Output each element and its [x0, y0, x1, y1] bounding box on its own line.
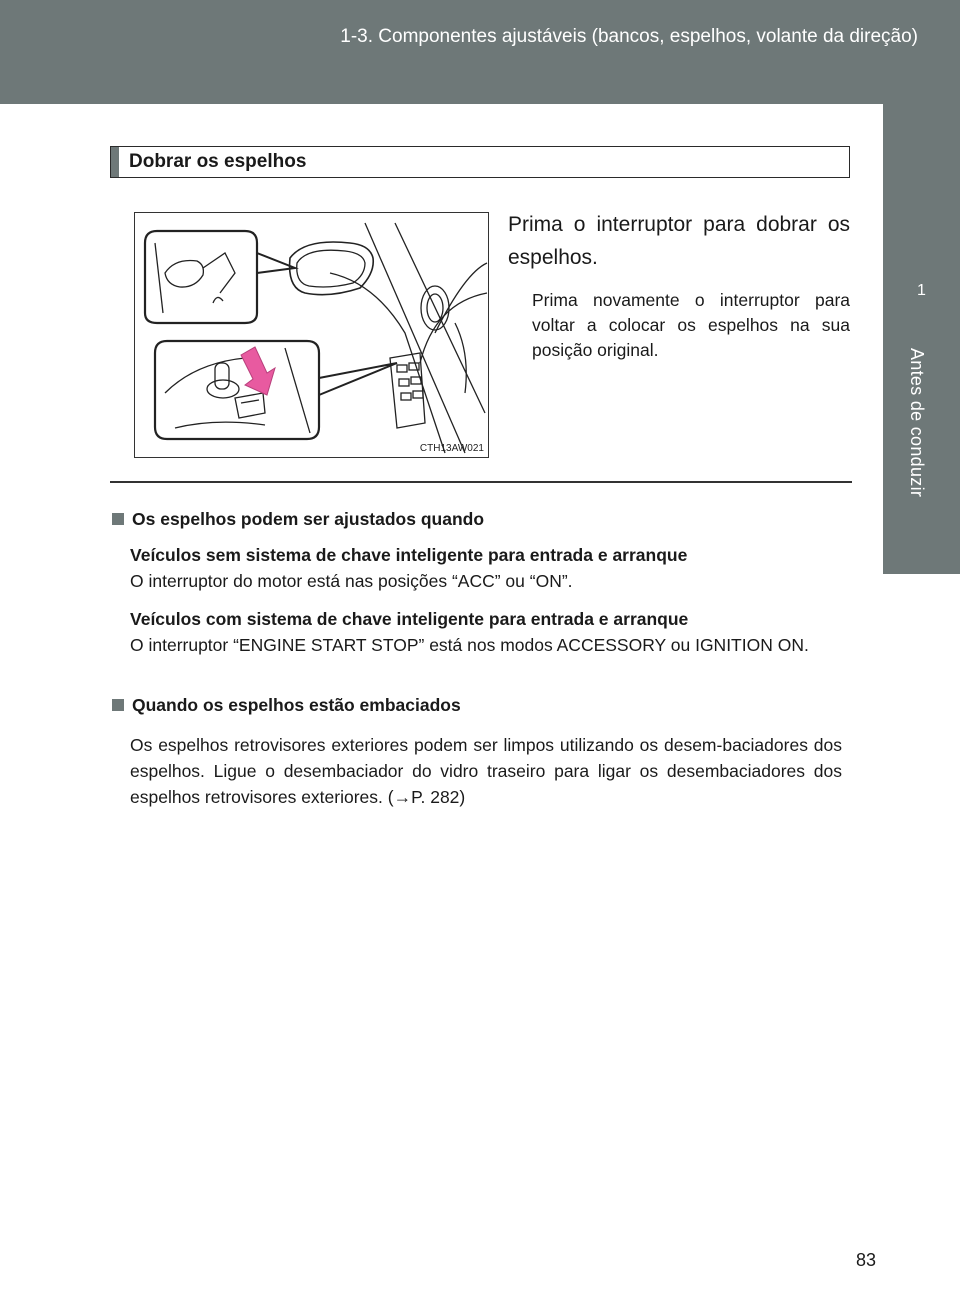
note-heading-adjust [112, 509, 484, 530]
page-number: 83 [856, 1250, 877, 1270]
text-no-smart-key: O interruptor do motor está nas posições “ACC” ou “ON”. [130, 571, 573, 591]
note-heading-fogged [112, 695, 461, 716]
header-title: 1-3. Componentes ajustáveis (bancos, espelhos, volante da direção) [340, 26, 918, 47]
chapter-number: 1 [917, 282, 926, 299]
dashboard-line-drawing [135, 213, 488, 457]
square-bullet-icon [112, 699, 124, 711]
figure-code: CTH13AW021 [419, 443, 484, 454]
section-accent-bar [111, 147, 119, 177]
section-divider [110, 481, 852, 483]
text-fogged: Os espelhos retrovisores exteriores podem ser limpos utilizando os desem-baciadores dos espelhos. Ligue o desembaciador do vidro traseiro para ligar os desembaciadores dos espelhos retrovisores exteriores. (→P. 282) [130, 735, 842, 807]
header-bar [0, 0, 960, 104]
instruction-main: Prima o interruptor para dobrar os espelhos. [508, 213, 850, 269]
mirror-fold-illustration [134, 212, 489, 458]
note-heading-text: Quando os espelhos estão embaciados [132, 695, 461, 715]
press-arrow-icon [241, 347, 275, 395]
chapter-title: Antes de conduzir [907, 348, 927, 498]
section-title: Dobrar os espelhos [129, 151, 307, 172]
subheading-no-smart-key: Veículos sem sistema de chave inteligente para entrada e arranque [130, 545, 688, 565]
subheading-smart-key: Veículos com sistema de chave inteligente para entrada e arranque [130, 609, 689, 629]
text-smart-key: O interruptor “ENGINE START STOP” está nos modos ACCESSORY ou IGNITION ON. [130, 635, 809, 655]
square-bullet-icon [112, 513, 124, 525]
note-heading-text: Os espelhos podem ser ajustados quando [132, 509, 485, 529]
instruction-sub: Prima novamente o interruptor para voltar a colocar os espelhos na sua posição original. [532, 290, 850, 360]
section-heading-box [110, 146, 850, 178]
